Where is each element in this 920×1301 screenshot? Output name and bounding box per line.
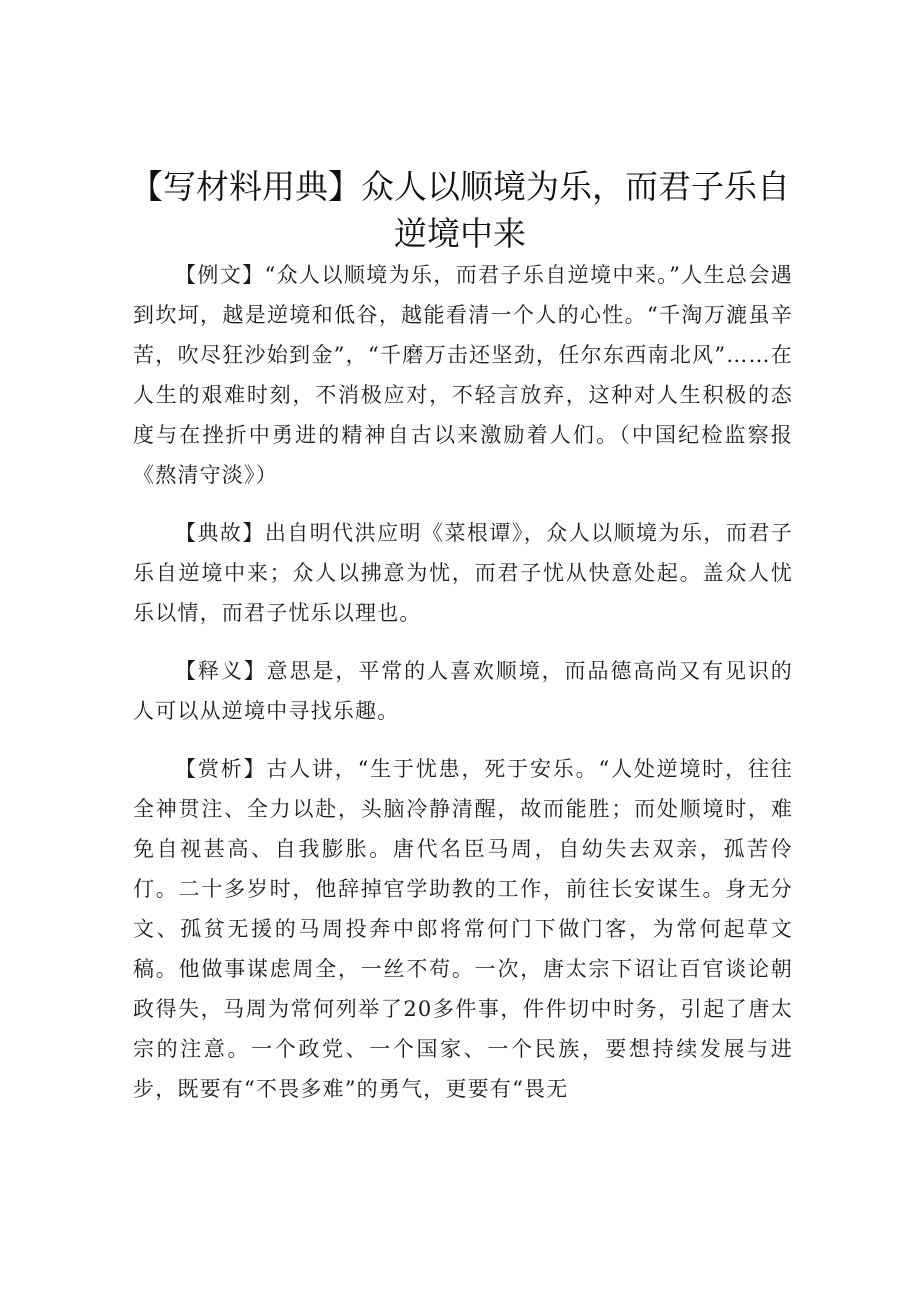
- document-title: [130, 163, 790, 257]
- paragraph-meaning: 【释义】意思是，平常的人喜欢顺境，而品德高尚又有见识的人可以从逆境中寻找乐趣。: [133, 659, 793, 723]
- paragraph-example: 【例文】“众人以顺境为乐，而君子乐自逆境中来。”人生总会遇到坎坷，越是逆境和低谷，越能看清一个人的心性。“千淘万漉虽辛苦，吹尽狂沙始到金”，“千磨万击还坚劲，任尔东西南北风”……在人生的艰难时刻，不消极应对，不轻言放弃，这种对人生积极的态度与在挫折中勇进的精神自古以来激励着人们。（中国纪检监察报《熬清守淡》）: [133, 263, 793, 487]
- paragraph-allusion: 【典故】出自明代洪应明《菜根谭》，众人以顺境为乐，而君子乐自逆境中来；众人以拂意为忧，而君子忧从快意处起。盖众人忧乐以情，而君子忧乐以理也。: [133, 521, 793, 625]
- document-body: [133, 255, 793, 1109]
- paragraph-appreciation: 【赏析】古人讲，“生于忧患，死于安乐。“人处逆境时，往往全神贯注、全力以赴，头脑冷静清醒，故而能胜；而处顺境时，难免自视甚高、自我膨胀。唐代名臣马周，自幼失去双亲，孤苦伶仃。二十多岁时，他辞掉官学助教的工作，前往长安谋生。身无分文、孤贫无援的马周投奔中郎将常何门下做门客，为常何起草文稿。他做事谋虑周全，一丝不苟。一次，唐太宗下诏让百官谈论朝政得失，马周为常何列举了20多件事，件件切中时务，引起了唐太宗的注意。一个政党、一个国家、一个民族，要想持续发展与进步，既要有“不畏多难”的勇气，更要有“畏无: [133, 757, 793, 1101]
- title-line-2: 逆境中来: [394, 214, 526, 253]
- title-line-1: 【写材料用典】众人以顺境为乐，而君子乐自: [130, 167, 790, 206]
